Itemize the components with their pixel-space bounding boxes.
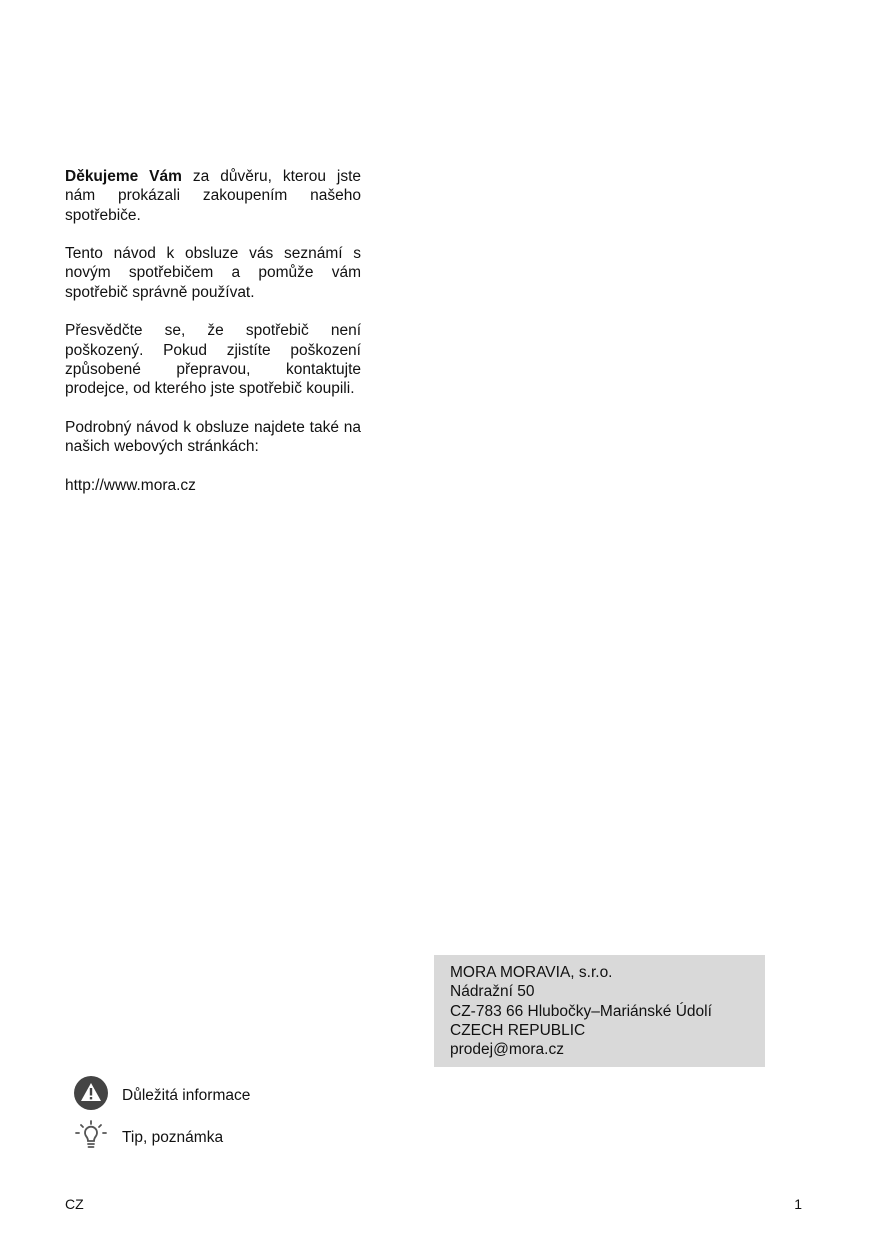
- warning-icon: [72, 1075, 110, 1113]
- company-email[interactable]: prodej@mora.cz: [450, 1041, 564, 1059]
- legend-item-tip: [72, 1117, 372, 1155]
- legend-item-important: [72, 1075, 372, 1113]
- legend-label-important: Důležitá informace: [122, 1087, 251, 1104]
- thanks-paragraph: [65, 167, 361, 225]
- website-paragraph: Podrobný návod k obsluze najdete také na našich webových stránkách:: [65, 418, 361, 456]
- damage-check-paragraph: Přesvědčte se, že spotřebič není poškozený. Pokud zjistíte poškození způsobené přepravou, kontaktujte prodejce, od kterého jste spotřebič koupili.: [65, 322, 361, 398]
- language-code: CZ: [65, 1196, 84, 1212]
- legend-label-tip: Tip, poznámka: [122, 1129, 224, 1146]
- intro-column: [65, 167, 361, 514]
- company-street: Nádražní 50: [450, 983, 535, 1001]
- manual-intro-paragraph: Tento návod k obsluze vás seznámí s novým spotřebičem a pomůže vám spotřebič správně používat.: [65, 245, 361, 301]
- company-address-box: [434, 955, 765, 1067]
- thanks-bold: Děkujeme Vám: [65, 168, 182, 185]
- company-city: CZ-783 66 Hlubočky–Mariánské Údolí: [450, 1002, 712, 1020]
- thanks-text: za důvěru, kterou jste nám prokázali zakoupením našeho spotřebiče.: [65, 168, 362, 224]
- lightbulb-icon: [72, 1117, 110, 1155]
- website-url[interactable]: http://www.mora.cz: [65, 476, 196, 494]
- company-country: CZECH REPUBLIC: [450, 1021, 586, 1039]
- page-number: 1: [794, 1196, 802, 1212]
- company-name: MORA MORAVIA, s.r.o.: [450, 964, 613, 981]
